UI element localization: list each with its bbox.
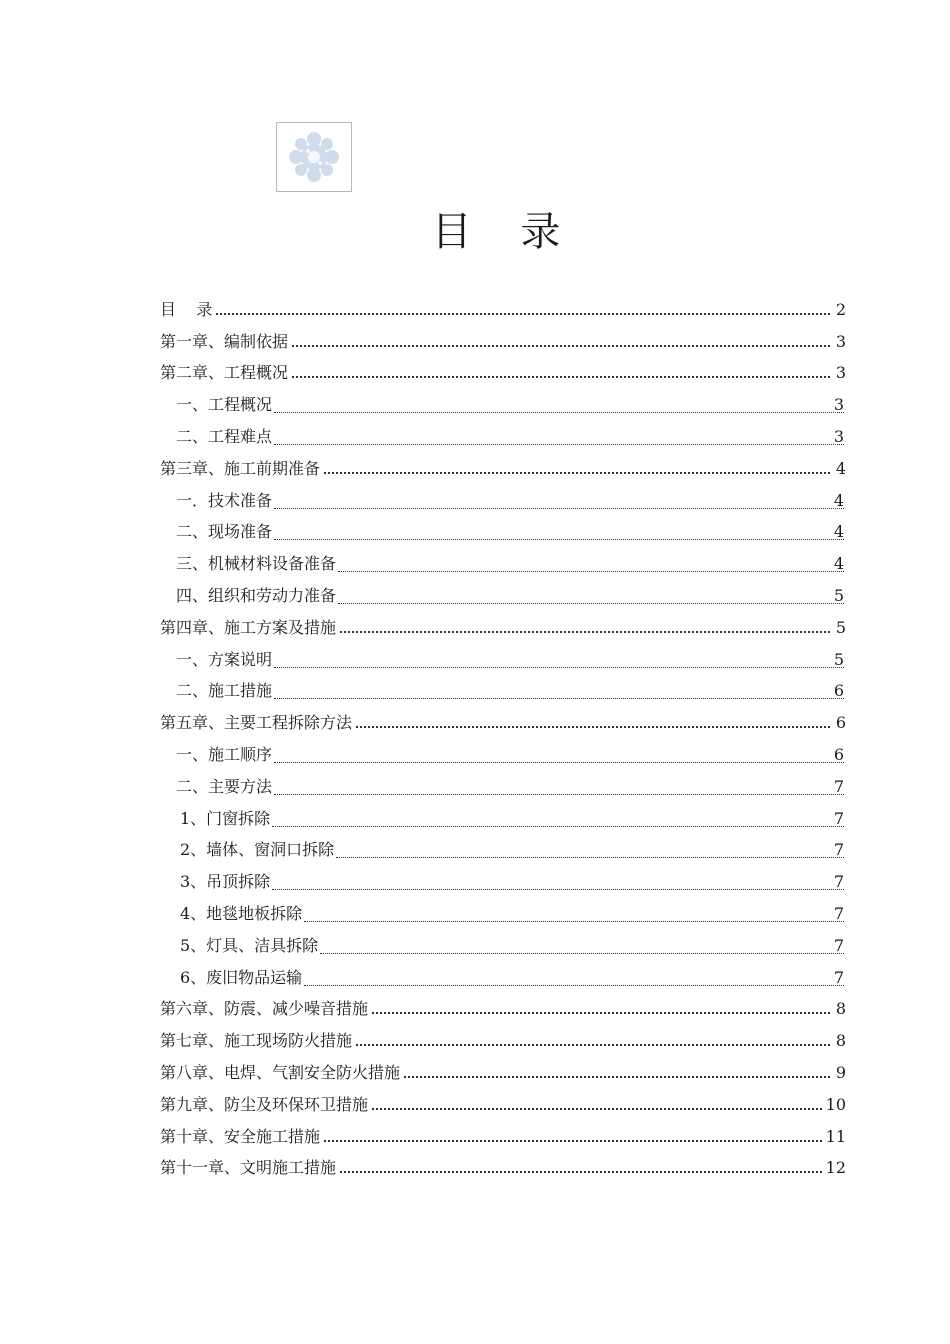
toc-entry-label: 第二章、工程概况 <box>160 363 289 383</box>
dot-leader <box>304 921 844 922</box>
toc-entry-page: 6 <box>835 713 846 733</box>
dot-leader <box>320 953 844 954</box>
toc-entry[interactable] <box>160 1054 860 1086</box>
toc-entry[interactable] <box>160 736 860 768</box>
toc-entry-page: 3 <box>833 426 844 446</box>
toc-entry[interactable] <box>160 418 860 450</box>
toc-entry-page: 3 <box>835 331 846 351</box>
toc-entry-label: 1、门窗拆除 <box>180 808 271 828</box>
toc-entry-page: 10 <box>825 1094 846 1114</box>
toc-entry-label: 一．技术准备 <box>176 490 273 510</box>
toc-entry-label: 第一章、编制依据 <box>160 331 289 351</box>
dot-leader <box>292 376 830 378</box>
dot-leader <box>324 1140 822 1142</box>
watermark-logo <box>276 122 352 192</box>
toc-entry-page: 8 <box>835 1031 846 1051</box>
dot-leader <box>216 313 830 315</box>
toc-entry-label: 第四章、施工方案及措施 <box>160 617 337 637</box>
toc-entry[interactable] <box>160 768 860 800</box>
toc-entry[interactable] <box>160 895 860 927</box>
dot-leader <box>356 726 830 728</box>
dot-leader <box>338 571 844 572</box>
toc-entry[interactable] <box>160 386 860 418</box>
dot-leader <box>304 985 844 986</box>
toc-entry-page: 7 <box>833 935 844 955</box>
dot-leader <box>372 1012 830 1014</box>
toc-entry[interactable] <box>160 832 860 864</box>
toc-entry-page: 7 <box>833 776 844 796</box>
toc-entry-page: 9 <box>835 1062 846 1082</box>
toc-entry-label: 二、施工措施 <box>176 681 273 701</box>
dot-leader <box>274 762 844 763</box>
toc-entry-page: 6 <box>833 744 844 764</box>
toc-entry[interactable] <box>160 323 860 355</box>
toc-entry[interactable] <box>160 1150 860 1182</box>
toc-entry-page: 7 <box>833 808 844 828</box>
dot-leader <box>356 1044 830 1046</box>
toc-entry-label: 5、灯具、洁具拆除 <box>180 935 319 955</box>
toc-entry[interactable] <box>160 863 860 895</box>
dot-leader <box>274 444 844 445</box>
toc-entry[interactable] <box>160 577 860 609</box>
toc-entry-label: 第六章、防震、减少噪音措施 <box>160 999 369 1019</box>
toc-entry-page: 5 <box>835 617 846 637</box>
toc-entry-label: 第七章、施工现场防火措施 <box>160 1031 353 1051</box>
toc-entry-page: 6 <box>833 681 844 701</box>
toc-entry-page: 3 <box>833 395 844 415</box>
toc-entry-label: 二、主要方法 <box>176 776 273 796</box>
toc-entry[interactable] <box>160 545 860 577</box>
dot-leader <box>274 412 844 413</box>
toc-entry-page: 4 <box>835 458 846 478</box>
dot-leader <box>340 631 830 633</box>
toc-entry[interactable] <box>160 673 860 705</box>
toc-entry-page: 11 <box>825 1126 846 1146</box>
dot-leader <box>338 603 844 604</box>
toc-entry-label: 第八章、电焊、气割安全防火措施 <box>160 1062 401 1082</box>
page-title: 目 录 <box>431 209 579 255</box>
toc-entry[interactable] <box>160 482 860 514</box>
toc-entry-label: 四、组织和劳动力准备 <box>176 585 337 605</box>
toc-entry[interactable] <box>160 291 860 323</box>
dot-leader <box>272 826 844 827</box>
toc-entry-page: 5 <box>833 649 844 669</box>
toc-entry-page: 12 <box>825 1158 846 1178</box>
dot-leader <box>372 1108 822 1110</box>
toc-entry[interactable] <box>160 800 860 832</box>
toc-entry[interactable] <box>160 355 860 387</box>
toc-entry-label: 第九章、防尘及环保环卫措施 <box>160 1094 369 1114</box>
toc-entry-label: 3、吊顶拆除 <box>180 872 271 892</box>
toc-entry-label: 第三章、施工前期准备 <box>160 458 321 478</box>
toc-entry[interactable] <box>160 514 860 546</box>
toc-entry-label: 二、工程难点 <box>176 426 273 446</box>
toc-entry-label: 2、墙体、窗洞口拆除 <box>180 840 335 860</box>
toc-entry-label: 一、施工顺序 <box>176 744 273 764</box>
dot-leader <box>274 794 844 795</box>
toc-entry-label: 第五章、主要工程拆除方法 <box>160 713 353 733</box>
toc-entry[interactable] <box>160 1086 860 1118</box>
dot-leader <box>340 1171 822 1173</box>
toc-entry-page: 4 <box>833 490 844 510</box>
dot-leader <box>404 1076 830 1078</box>
dot-leader <box>274 508 844 509</box>
toc-entry-label: 一、方案说明 <box>176 649 273 669</box>
dot-leader <box>274 667 844 668</box>
toc-entry-page: 3 <box>835 363 846 383</box>
toc-entry-page: 4 <box>833 554 844 574</box>
toc-entry-label: 4、地毯地板拆除 <box>180 903 303 923</box>
dot-leader <box>292 345 830 347</box>
dot-leader <box>324 472 830 474</box>
toc-entry-label: 6、废旧物品运输 <box>180 967 303 987</box>
toc-entry-label: 三、机械材料设备准备 <box>176 554 337 574</box>
toc-entry-label: 目 录 <box>160 299 213 319</box>
dot-leader <box>274 698 844 699</box>
toc-entry[interactable] <box>160 609 860 641</box>
toc-entry[interactable] <box>160 704 860 736</box>
toc-entry[interactable] <box>160 450 860 482</box>
toc-entry[interactable] <box>160 959 860 991</box>
ornament-icon <box>286 129 342 185</box>
toc-entry-page: 7 <box>833 903 844 923</box>
dot-leader <box>274 539 844 540</box>
toc-entry-label: 一、工程概况 <box>176 395 273 415</box>
toc-entry-page: 7 <box>833 967 844 987</box>
dot-leader <box>336 857 844 858</box>
toc-entry-page: 2 <box>835 299 846 319</box>
toc-entry-page: 7 <box>833 872 844 892</box>
toc-entry-page: 7 <box>833 840 844 860</box>
toc-entry[interactable] <box>160 927 860 959</box>
dot-leader <box>272 889 844 890</box>
toc-entry-page: 5 <box>833 585 844 605</box>
toc-entry-label: 第十一章、文明施工措施 <box>160 1158 337 1178</box>
toc-entry[interactable] <box>160 1118 860 1150</box>
toc-entry-label: 第十章、安全施工措施 <box>160 1126 321 1146</box>
toc-entry-page: 4 <box>833 522 844 542</box>
toc-entry[interactable] <box>160 991 860 1023</box>
toc-entry-page: 8 <box>835 999 846 1019</box>
toc-entry[interactable] <box>160 1022 860 1054</box>
toc-entry-label: 二、现场准备 <box>176 522 273 542</box>
table-of-contents <box>160 291 860 1181</box>
toc-entry[interactable] <box>160 641 860 673</box>
